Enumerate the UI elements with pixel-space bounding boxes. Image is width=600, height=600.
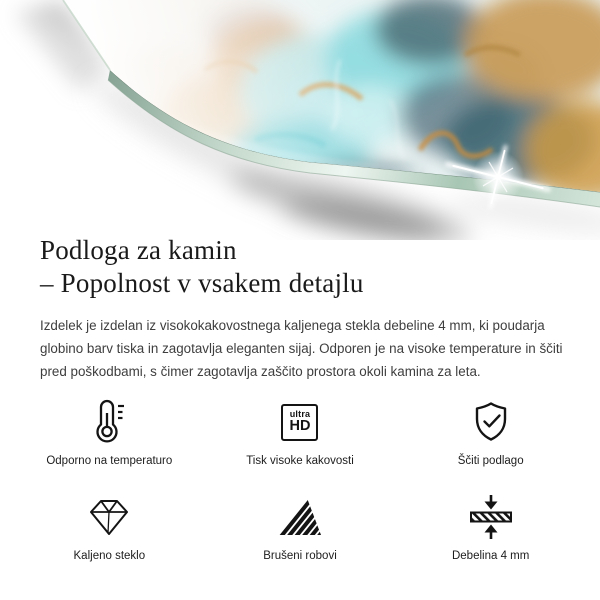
feature-label: Kaljeno steklo xyxy=(73,550,146,562)
feature-grid xyxy=(14,398,586,562)
feature-label: Ščiti podlago xyxy=(457,455,524,467)
feature-label: Debelina 4 mm xyxy=(451,550,530,562)
page-title xyxy=(40,234,568,300)
thickness-icon xyxy=(468,493,514,541)
diamond-icon xyxy=(86,493,132,541)
feature-polished-edges xyxy=(205,493,396,562)
feature-tempered-glass xyxy=(14,493,205,562)
feature-thickness xyxy=(395,493,586,562)
ultra-hd-text-top: ultra xyxy=(289,409,311,419)
feature-protection xyxy=(395,398,586,467)
ultra-hd-text-bottom: HD xyxy=(289,418,311,434)
product-info xyxy=(40,234,568,383)
feature-label: Brušeni robovi xyxy=(263,550,337,562)
ultra-hd-icon xyxy=(281,398,318,446)
feature-label: Tisk visoke kakovosti xyxy=(246,455,354,467)
feature-print-quality xyxy=(205,398,396,467)
polished-edges-icon xyxy=(277,493,323,541)
feature-label: Odporno na temperaturo xyxy=(46,455,173,467)
product-description: Izdelek je izdelan iz visokokakovostnega kaljenega stekla debeline 4 mm, ki poudarja globino barv tiska in zagotavlja eleganten sijaj. Odporen je na visoke temperature in ščiti pred poškodbami, s čimer zagotavlja zaščito prostora okoli kamina za leta. xyxy=(40,318,563,379)
page-title-line2: – Popolnost v vsakem detajlu xyxy=(40,268,364,298)
thermometer-icon xyxy=(94,398,124,446)
feature-temperature xyxy=(14,398,205,467)
shield-check-icon xyxy=(471,398,511,446)
page-title-line1: Podloga za kamin xyxy=(40,235,237,265)
product-photo xyxy=(0,0,600,240)
